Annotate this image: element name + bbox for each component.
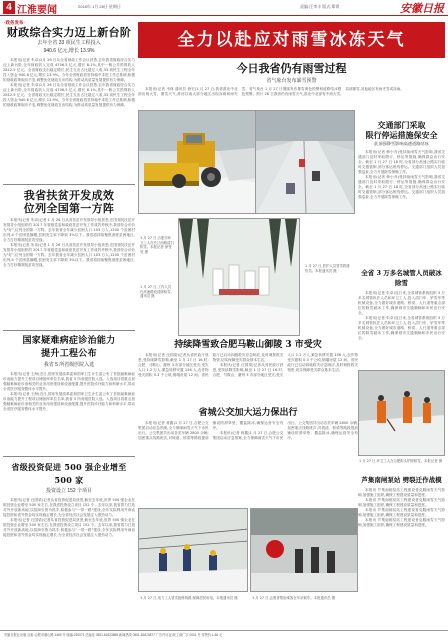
photo-station xyxy=(250,508,358,592)
article-title: 交通部门采取 xyxy=(377,120,426,130)
article-hospital xyxy=(3,335,135,452)
banner-headline: 全力以赴应对雨雪冰冻天气 xyxy=(138,22,445,58)
photo-workers xyxy=(138,508,248,592)
article-poverty xyxy=(3,189,135,326)
article-finance xyxy=(3,26,135,180)
issue-date: 2018年 1月 28日 星期日 xyxy=(78,4,121,9)
divider xyxy=(3,184,135,185)
section-tag: ·政务发布· xyxy=(4,20,25,25)
article-title: 位列全国第一方阵 xyxy=(23,202,115,215)
lead-article xyxy=(138,62,445,107)
article-body: 本报讯(记者 朱卓)连日来,全省城管系统组织 3 万多名城管执法人员和环卫工人,投入清扫车、铲雪车等机械设备,全力做好城市道路、桥梁、人行道等重点部位的除雪破冰工作,确保城市交通顺畅和市民出行安全。 本报讯(记者 朱卓)连日来,全省城管系统组织 3 万多名城管执法人员和环卫工人,投入清扫车、铲雪车等机械设备,全力做好城市道路、桥梁、人行道等重点部位的除雪破冰工作,确保城市交通顺畅和市民出行安全。 xyxy=(358,291,445,340)
photo-highway xyxy=(255,110,355,214)
rescue-image xyxy=(179,219,300,336)
photo-caption: 1 月 27 日,合肥市环卫工人在长江西路清扫积雪。本报记者 徐旻昊 摄 xyxy=(140,236,174,254)
article-title: 省级投资促进 500 强企业增至 500 家 xyxy=(11,462,127,485)
photo-caption: 1 月 27 日,环卫工人在合肥街头铲除积雪。本报记者 摄 xyxy=(359,459,443,463)
lead-body: 本报讯(记者 韦林 通讯员 徐宏)1 月 27 日,我省淮北中北部出现大雪、暴雪天气,淮河以南大部分地区出现冻雨和雨夹雪。省气象台 1 月 27 日继续发布暴雪黄色预警和道路结冰橙色预警。预计 28 日我省仍有雨雪天气,淮北中北部有中到大雪,局部暴雪,其他地区有雨夹雪或冻雨。 xyxy=(138,87,404,96)
divider xyxy=(3,456,135,457)
article-title: 提升工程公布 xyxy=(41,349,97,359)
article-title: 财政综合实力迈上新台阶 xyxy=(6,26,132,39)
photo-caption: 1 月 27 日,电力工人冒雪抢修线路,保障居民用电。本报通讯员 摄 xyxy=(140,596,238,600)
article-body: 本报讯 芦集南闸泵站工程建设者克服雨雪天气影响,加强施工组织,确保工程建设质量和进度。 本报讯 芦集南闸泵站工程建设者克服雨雪天气影响,加强施工组织,确保工程建设质量和进度。 本报讯 芦集南闸泵站工程建设者克服雨雪天气影响,加强施工组织,确保工程建设质量和进度。 本报讯 芦集南闸泵站工程建设者克服雨雪天气影响,加强施工组织,确保工程建设质量和进度。 xyxy=(358,488,445,527)
editors-line: 责编:汪李丰 版式:郑霄 xyxy=(300,4,340,9)
article-subtitle: 我省 5 所省级医院入选 xyxy=(43,362,95,368)
article-title: 全省 3 万多名城管人员破冰除雪 xyxy=(361,269,442,287)
article-title: 国家疑难病症诊治能力 xyxy=(22,336,116,346)
article-bus xyxy=(138,408,358,499)
article-title: 省城公交加大运力保出行 xyxy=(198,408,298,418)
article-body: 本报讯(记者 韩小乔)受持续雨雪天气影响,我省交通部门及时采取限行、停运等措施,确保群众出行安全。截至 1 月 27 日 18 时,全省部分高速公路实行临时交通管制,部分客运班线停运。交通部门组织人员加强巡查,全力开展除雪保畅工作。 本报讯(记者 韩小乔)受持续雨雪天气影响,我省交通部门及时采取限行、停运等措施,确保群众出行安全。截至 1 月 27 日 18 时,全省部分高速公路实行临时交通管制,部分客运班线停运。交通部门组织人员加强巡查,全力开展除雪保畅工作。 xyxy=(358,150,445,199)
lead-title: 今日我省仍有雨雪过程 xyxy=(236,62,347,75)
lead-subtitle: 省气象台发布暴雪预警 xyxy=(266,78,317,84)
article-body: 本报讯(记者 汪国梁)记者从省民政厅获悉,受持续降雪影响,截至 1 月 27 日 16 时,合肥、马鞍山、滁州 3 市部分地区受灾,受灾人口 1.2 万人,紧急转移安置 156 人,农作物受灾面积 0.3 千公顷,倒塌房屋 12 间。省民政厅已启动四级救灾应急响应,及时调拨救灾物资,切实保障受灾群众基本生活。 本报讯(记者 汪国梁)记者从省民政厅获悉,受持续降雪影响,截至 1 月 27 日 16 时,合肥、马鞍山、滁州 3 市部分地区受灾,受灾人口 1.2 万人,紧急转移安置 156 人,农作物受灾面积 0.3 千公顷,倒塌房屋 12 间。省民政厅已启动四级救灾应急响应,及时调拨救灾物资,切实保障受灾群众基本生活。 xyxy=(138,353,358,377)
article-cityguard xyxy=(358,268,445,383)
article-title: 我省扶贫开发成效 xyxy=(23,189,115,202)
article-body: 本报讯(记者 王海)近日,国家发展改革委和国家卫生计生委公布了首批疑难病症诊治能力提升工程项目储备库单位名单,我省 5 所省级医院入选。入选项目将重点加强疑难病症诊治相关的业务用房建设和设备配置,提升医院诊疗能力和科研水平,带动全省医疗服务整体水平提升。 本报讯(记者 王海)近日,国家发展改革委和国家卫生计生委公布了首批疑难病症诊治能力提升工程项目储备库单位名单,我省 5 所省级医院入选。入选项目将重点加强疑难病症诊治相关的业务用房建设和设备配置,提升医院诊疗能力和科研水平,带动全省医疗服务整体水平提升。 xyxy=(3,372,135,411)
article-body: 本报讯(记者 朱卓)1月 26 日从全省财政工作会议获悉,去年我省财政综合实力迈上新台阶,全年财政收入完成 4706.5 亿元,增长 8.1%,其中一般公共预算收入 2812.5 亿元。全省财政支出稳定增长,民生支出占比超过八成,33 项民生工程全年投入资金 940.6 亿元,增长 13.9%。今年全省财政将坚持稳中求进工作总基调,积极的财政政策取向不变,调整优化财政支出结构,为推动高质量发展提供有力保障。 本报讯(记者 朱卓)1月 26 日从全省财政工作会议获悉,去年我省财政综合实力迈上新台阶,全年财政收入完成 4706.5 亿元,增长 8.1%,其中一般公共预算收入 2812.5 亿元。全省财政支出稳定增长,民生支出占比超过八成,33 项民生工程全年投入资金 940.6 亿元,增长 13.9%。今年全省财政将坚持稳中求进工作总基调,积极的财政政策取向不变,调整优化财政支出结构,为推动高质量发展提供有力保障。 xyxy=(3,58,135,107)
article-body: 本报讯(记者 汪国梁)记者从省投资促进局获悉,截至去年底,世界 500 强企业在皖投资企业增至 500 家左右,在我省投资设立项目 152 个。去年以来,我省着力打造对外开放新高地,以招商引资为抓手,积极参与"一带一路"建设,全年实际利用外商直接投资和省外资金均实现稳定增长,为全省经济社会发展注入强劲动力。 本报讯(记者 汪国梁)记者从省投资促进局获悉,截至去年底,世界 500 强企业在皖投资企业增至 500 家左右,在我省投资设立项目 152 个。去年以来,我省着力打造对外开放新高地,以招商引资为抓手,积极参与"一带一路"建设,全年实际利用外商直接投资和省外资金均实现稳定增长,为全省经济社会发展注入强劲动力。 xyxy=(3,498,135,537)
article-disaster xyxy=(138,340,358,409)
masthead xyxy=(0,0,448,16)
page-number: 4 xyxy=(3,1,15,14)
photo-caption: 1 月 27 日,医护人员冒雪救援伤员。本报通讯员 摄 xyxy=(305,264,350,273)
article-body: 本报讯(记者 蒋鑫)1 月 27 日,合肥公交集团启动应急预案,全力保障雨雪天气下市民出行。公交集团共出动各类车辆 2800 余辆,加密重点线路班次,对坡道、桥梁等路段提前铺设防滑草垫、撒盐除冰,确保运营安全有序。 本报讯(记者 蒋鑫)1 月 27 日,合肥公交集团启动应急预案,全力保障雨雪天气下市民出行。公交集团共出动各类车辆 2800 余辆,加密重点线路班次,对坡道、桥梁等路段提前铺设防滑草垫、撒盐除冰,确保运营安全有序。 xyxy=(138,421,358,440)
article-investment xyxy=(3,461,135,568)
workers-image xyxy=(139,509,248,592)
left-column xyxy=(3,26,135,568)
article-title: 持续降雪致合肥马鞍山御陵 3 市受灾 xyxy=(174,340,322,350)
photo-caption: 1 月 27 日,志愿者帮助乘客在车站候车。本报通讯员 摄 xyxy=(252,596,336,600)
article-title: 限行停运措施保安全 xyxy=(365,130,438,140)
photo-rescue xyxy=(178,218,300,336)
highway-image xyxy=(256,111,355,214)
photo-caption: 1 月 27 日,工作人员在高速路段清除积雪。通讯员 摄 xyxy=(140,285,174,298)
article-subtitle: 去年全省 33 项民生工程投入 xyxy=(37,40,101,46)
station-image xyxy=(251,509,358,592)
article-subtitle: 此前强降雪影响高速道路结冰 xyxy=(374,141,429,146)
article-subtitle: 940.6 亿元,增长 13.9% xyxy=(43,48,95,54)
article-subtitle: 投资设立 152 个项目 xyxy=(45,488,93,494)
section-title: 江淮要闻 xyxy=(17,5,57,16)
article-title: 芦集南闸泵站 劈裂迁作战模 xyxy=(361,476,442,484)
photo-sweepers xyxy=(358,370,445,456)
footer: 安徽日报社出版 社址:合肥市潜山路 1469 号 邮编:230071 总编室 0551-62623855 新闻热线 0551-62623877 广告许可证:皖工商广字 0001 号 零售价:1.50 元 xyxy=(0,630,448,643)
article-traffic xyxy=(358,120,445,252)
article-body: 本报讯(记者 朱卓)记者 1 月 26 日从省扶贫开发领导小组获悉,在国务院扶贫开发领导小组组织的 2017 年省级党委和政府扶贫开发工作成效考核中,我省综合评价为"好",位列全国第一方阵。去年我省全年减少贫困人口 103 万人,1200 个贫困村出列,4 个贫困县摘帽,贫困发生率下降到 3%以下。我省将持续聚焦深度贫困地区,全力打好精准脱贫攻坚战。 本报讯(记者 朱卓)记者 1 月 26 日从省扶贫开发领导小组获悉,在国务院扶贫开发领导小组组织的 2017 年省级党委和政府扶贫开发工作成效考核中,我省综合评价为"好",位列全国第一方阵。去年我省全年减少贫困人口 103 万人,1200 个贫困村出列,4 个贫困县摘帽,贫困发生率下降到 3%以下。我省将持续聚焦深度贫困地区,全力打好精准脱贫攻坚战。 xyxy=(3,218,135,267)
sweepers-image xyxy=(359,371,445,456)
newspaper-logo: 安徽日报 xyxy=(400,2,444,15)
divider xyxy=(3,330,135,331)
article-pumpstation xyxy=(358,475,445,628)
